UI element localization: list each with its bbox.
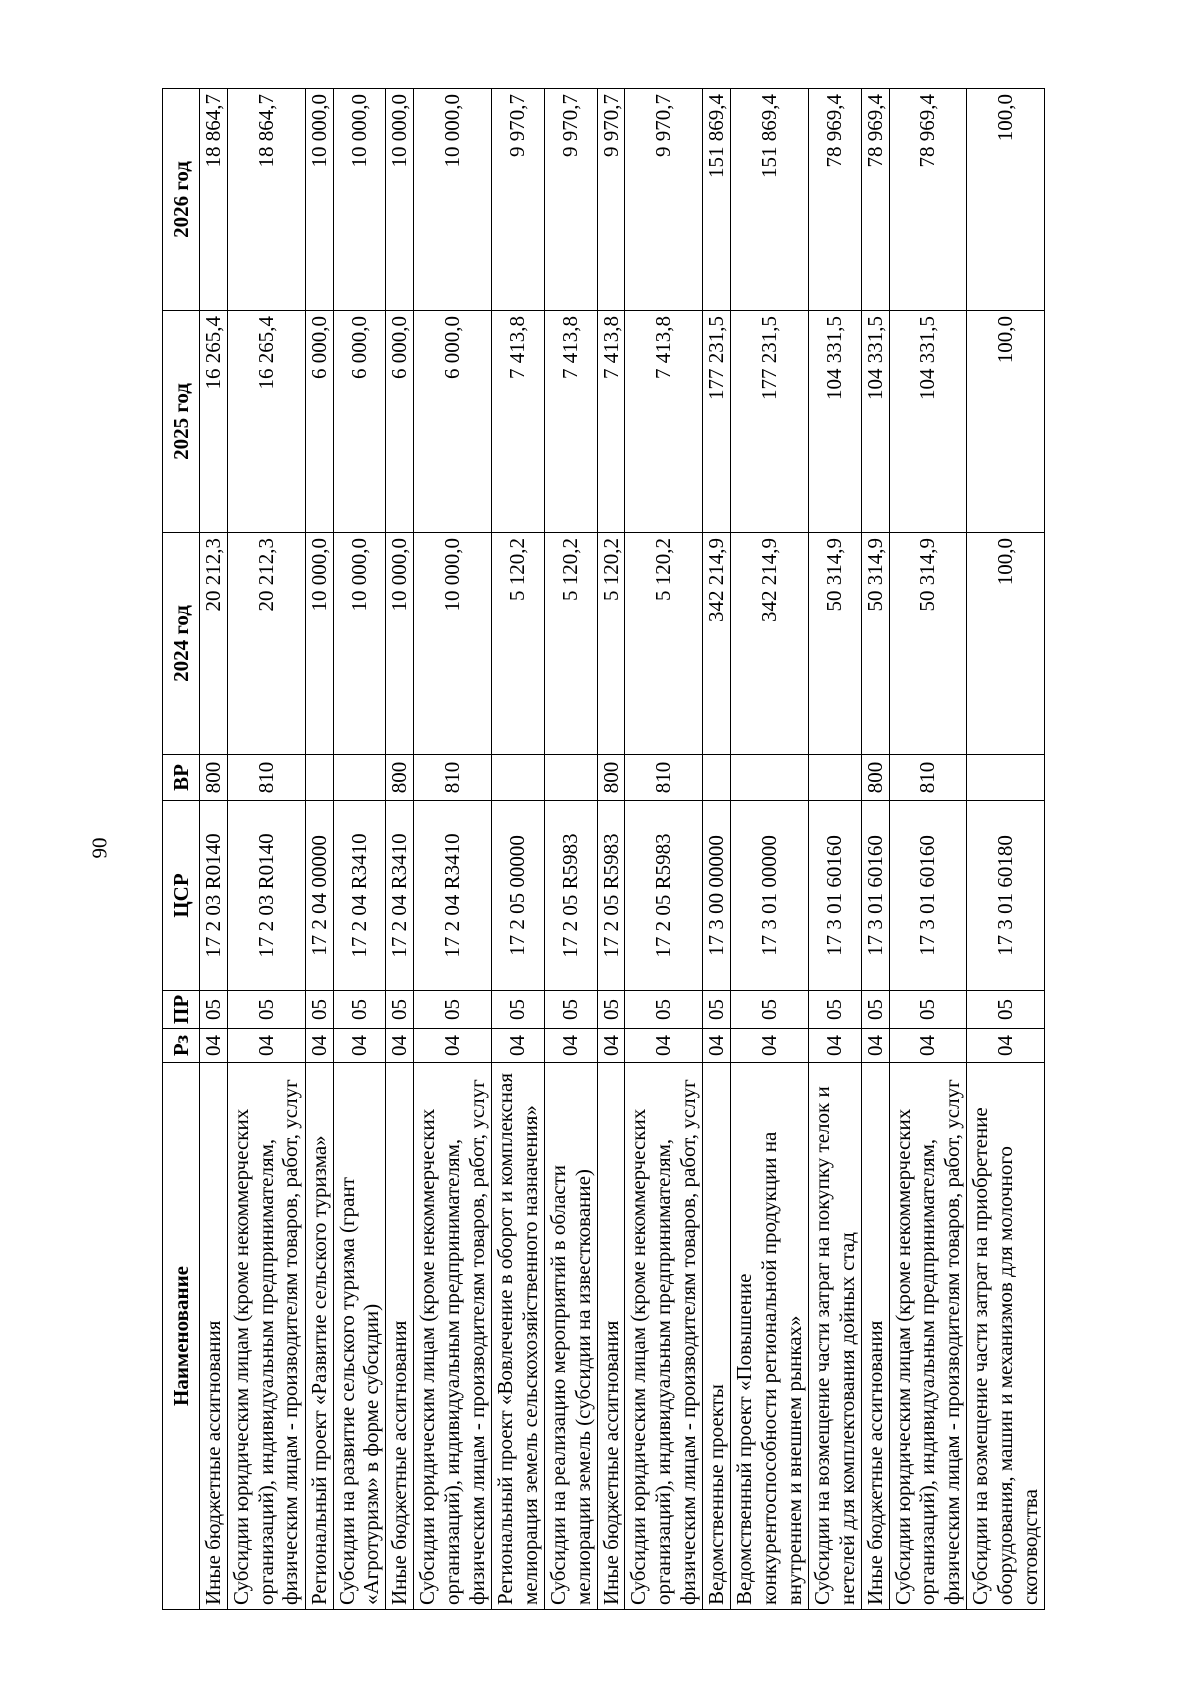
cell-rz: 04 (333, 1029, 386, 1063)
cell-2026: 18 864,7 (227, 89, 305, 311)
cell-2024: 10 000,0 (333, 533, 386, 755)
cell-rz: 04 (386, 1029, 414, 1063)
cell-rz: 04 (200, 1029, 228, 1063)
table-body (200, 89, 1045, 1610)
cell-2024: 50 314,9 (808, 533, 861, 755)
cell-2025: 100,0 (967, 311, 1045, 533)
cell-name: Субсидии на реализацию мероприятий в области мелиорации земель (субсидии на известкование) (544, 1063, 597, 1610)
cell-csr: 17 2 04 R3410 (333, 801, 386, 991)
cell-2025: 104 331,5 (861, 311, 889, 533)
cell-2026: 151 869,4 (703, 89, 731, 311)
cell-2026: 10 000,0 (414, 89, 492, 311)
cell-2024: 5 120,2 (597, 533, 625, 755)
cell-rz: 04 (414, 1029, 492, 1063)
header-name: Наименование (163, 1063, 200, 1610)
cell-name: Субсидии юридическим лицам (кроме некоммерческих организаций), индивидуальным предпринимателям, физическим лицам - производителям товаров, работ, услуг (625, 1063, 703, 1610)
cell-name: Региональный проект «Вовлечение в оборот и комплексная мелиорация земель сельскохозяйственного назначения» (491, 1063, 544, 1610)
cell-name: Субсидии на возмещение части затрат на приобретение оборудования, машин и механизмов для молочного скотоводства (967, 1063, 1045, 1610)
cell-name: Субсидии на развитие сельского туризма (грант «Агротуризм» в форме субсидии) (333, 1063, 386, 1610)
cell-pr: 05 (333, 991, 386, 1029)
cell-2025: 6 000,0 (333, 311, 386, 533)
cell-pr: 05 (703, 991, 731, 1029)
table-row (861, 89, 889, 1610)
cell-2025: 7 413,8 (625, 311, 703, 533)
table-row (808, 89, 861, 1610)
cell-2024: 20 212,3 (227, 533, 305, 755)
cell-2026: 9 970,7 (491, 89, 544, 311)
cell-pr: 05 (386, 991, 414, 1029)
cell-rz: 04 (861, 1029, 889, 1063)
cell-csr: 17 2 04 00000 (305, 801, 333, 991)
cell-2025: 7 413,8 (597, 311, 625, 533)
cell-name: Субсидии юридическим лицам (кроме некоммерческих организаций), индивидуальным предпринимателям, физическим лицам - производителям товаров, работ, услуг (889, 1063, 967, 1610)
cell-2026: 100,0 (967, 89, 1045, 311)
cell-csr: 17 2 05 R5983 (597, 801, 625, 991)
cell-2026: 78 969,4 (889, 89, 967, 311)
table-row (703, 89, 731, 1610)
cell-rz: 04 (808, 1029, 861, 1063)
cell-2025: 104 331,5 (808, 311, 861, 533)
cell-rz: 04 (544, 1029, 597, 1063)
table-row (597, 89, 625, 1610)
cell-pr: 05 (731, 991, 809, 1029)
cell-name: Субсидии юридическим лицам (кроме некоммерческих организаций), индивидуальным предпринимателям, физическим лицам - производителям товаров, работ, услуг (414, 1063, 492, 1610)
cell-csr: 17 3 01 60160 (861, 801, 889, 991)
cell-rz: 04 (625, 1029, 703, 1063)
cell-csr: 17 2 04 R3410 (386, 801, 414, 991)
cell-csr: 17 3 01 60160 (808, 801, 861, 991)
cell-name: Региональный проект «Развитие сельского туризма» (305, 1063, 333, 1610)
cell-rz: 04 (305, 1029, 333, 1063)
cell-name: Иные бюджетные ассигнования (200, 1063, 228, 1610)
cell-2025: 16 265,4 (200, 311, 228, 533)
cell-name: Ведомственные проекты (703, 1063, 731, 1610)
cell-vr (808, 755, 861, 801)
cell-pr: 05 (544, 991, 597, 1029)
cell-name: Субсидии юридическим лицам (кроме некоммерческих организаций), индивидуальным предпринимателям, физическим лицам - производителям товаров, работ, услуг (227, 1063, 305, 1610)
cell-csr: 17 3 00 00000 (703, 801, 731, 991)
cell-pr: 05 (625, 991, 703, 1029)
cell-vr: 800 (200, 755, 228, 801)
table-row (967, 89, 1045, 1610)
cell-vr: 810 (414, 755, 492, 801)
cell-pr: 05 (200, 991, 228, 1029)
cell-2025: 177 231,5 (731, 311, 809, 533)
cell-2024: 20 212,3 (200, 533, 228, 755)
cell-2025: 7 413,8 (544, 311, 597, 533)
table-row (414, 89, 492, 1610)
page-number: 90 (87, 837, 112, 859)
cell-2024: 5 120,2 (491, 533, 544, 755)
cell-2024: 100,0 (967, 533, 1045, 755)
cell-2025: 7 413,8 (491, 311, 544, 533)
table-row (731, 89, 809, 1610)
cell-pr: 05 (597, 991, 625, 1029)
header-2024: 2024 год (163, 533, 200, 755)
budget-table (162, 88, 1045, 1610)
cell-2024: 5 120,2 (625, 533, 703, 755)
table-row (625, 89, 703, 1610)
table-row (544, 89, 597, 1610)
cell-name: Субсидии на возмещение части затрат на покупку телок и нетелей для комплектования дойных стад (808, 1063, 861, 1610)
cell-rz: 04 (889, 1029, 967, 1063)
cell-csr: 17 2 05 R5983 (625, 801, 703, 991)
cell-2026: 10 000,0 (333, 89, 386, 311)
cell-vr: 810 (227, 755, 305, 801)
cell-vr (333, 755, 386, 801)
cell-name: Иные бюджетные ассигнования (861, 1063, 889, 1610)
table-row (889, 89, 967, 1610)
cell-2026: 10 000,0 (305, 89, 333, 311)
header-2026: 2026 год (163, 89, 200, 311)
cell-pr: 05 (889, 991, 967, 1029)
cell-vr: 800 (386, 755, 414, 801)
cell-csr: 17 3 01 00000 (731, 801, 809, 991)
cell-2026: 78 969,4 (808, 89, 861, 311)
cell-csr: 17 2 03 R0140 (227, 801, 305, 991)
cell-vr (491, 755, 544, 801)
cell-pr: 05 (491, 991, 544, 1029)
cell-vr: 810 (889, 755, 967, 801)
cell-csr: 17 2 05 R5983 (544, 801, 597, 991)
cell-2026: 151 869,4 (731, 89, 809, 311)
cell-name: Иные бюджетные ассигнования (386, 1063, 414, 1610)
cell-2025: 6 000,0 (414, 311, 492, 533)
cell-vr (731, 755, 809, 801)
header-csr: ЦСР (163, 801, 200, 991)
header-pr: ПР (163, 991, 200, 1029)
cell-rz: 04 (491, 1029, 544, 1063)
cell-vr: 800 (597, 755, 625, 801)
cell-2026: 9 970,7 (625, 89, 703, 311)
cell-vr: 800 (861, 755, 889, 801)
table-row (305, 89, 333, 1610)
cell-csr: 17 3 01 60160 (889, 801, 967, 991)
table-row (333, 89, 386, 1610)
cell-csr: 17 3 01 60180 (967, 801, 1045, 991)
cell-2024: 50 314,9 (889, 533, 967, 755)
cell-rz: 04 (703, 1029, 731, 1063)
cell-2026: 9 970,7 (544, 89, 597, 311)
cell-2025: 16 265,4 (227, 311, 305, 533)
cell-2025: 104 331,5 (889, 311, 967, 533)
cell-2024: 10 000,0 (386, 533, 414, 755)
cell-2024: 342 214,9 (703, 533, 731, 755)
cell-csr: 17 2 03 R0140 (200, 801, 228, 991)
cell-csr: 17 2 04 R3410 (414, 801, 492, 991)
header-2025: 2025 год (163, 311, 200, 533)
table-row (200, 89, 228, 1610)
cell-rz: 04 (597, 1029, 625, 1063)
cell-pr: 05 (967, 991, 1045, 1029)
cell-pr: 05 (861, 991, 889, 1029)
header-vr: ВР (163, 755, 200, 801)
cell-2025: 6 000,0 (386, 311, 414, 533)
cell-vr (305, 755, 333, 801)
rotated-page-content (162, 89, 1045, 1610)
cell-rz: 04 (227, 1029, 305, 1063)
cell-pr: 05 (305, 991, 333, 1029)
cell-csr: 17 2 05 00000 (491, 801, 544, 991)
cell-2024: 342 214,9 (731, 533, 809, 755)
cell-2026: 9 970,7 (597, 89, 625, 311)
cell-name: Ведомственный проект «Повышение конкурентоспособности региональной продукции на внутреннем и внешнем рынках» (731, 1063, 809, 1610)
cell-2025: 177 231,5 (703, 311, 731, 533)
cell-pr: 05 (414, 991, 492, 1029)
cell-2024: 50 314,9 (861, 533, 889, 755)
cell-vr (703, 755, 731, 801)
table-header-row (163, 89, 200, 1610)
cell-vr (544, 755, 597, 801)
cell-2026: 10 000,0 (386, 89, 414, 311)
table-row (227, 89, 305, 1610)
cell-2024: 10 000,0 (305, 533, 333, 755)
cell-2025: 6 000,0 (305, 311, 333, 533)
table-row (491, 89, 544, 1610)
cell-rz: 04 (967, 1029, 1045, 1063)
cell-2024: 5 120,2 (544, 533, 597, 755)
cell-vr (967, 755, 1045, 801)
cell-2026: 18 864,7 (200, 89, 228, 311)
cell-2024: 10 000,0 (414, 533, 492, 755)
cell-name: Иные бюджетные ассигнования (597, 1063, 625, 1610)
header-rz: Рз (163, 1029, 200, 1063)
cell-pr: 05 (227, 991, 305, 1029)
cell-rz: 04 (731, 1029, 809, 1063)
cell-pr: 05 (808, 991, 861, 1029)
cell-2026: 78 969,4 (861, 89, 889, 311)
table-row (386, 89, 414, 1610)
cell-vr: 810 (625, 755, 703, 801)
